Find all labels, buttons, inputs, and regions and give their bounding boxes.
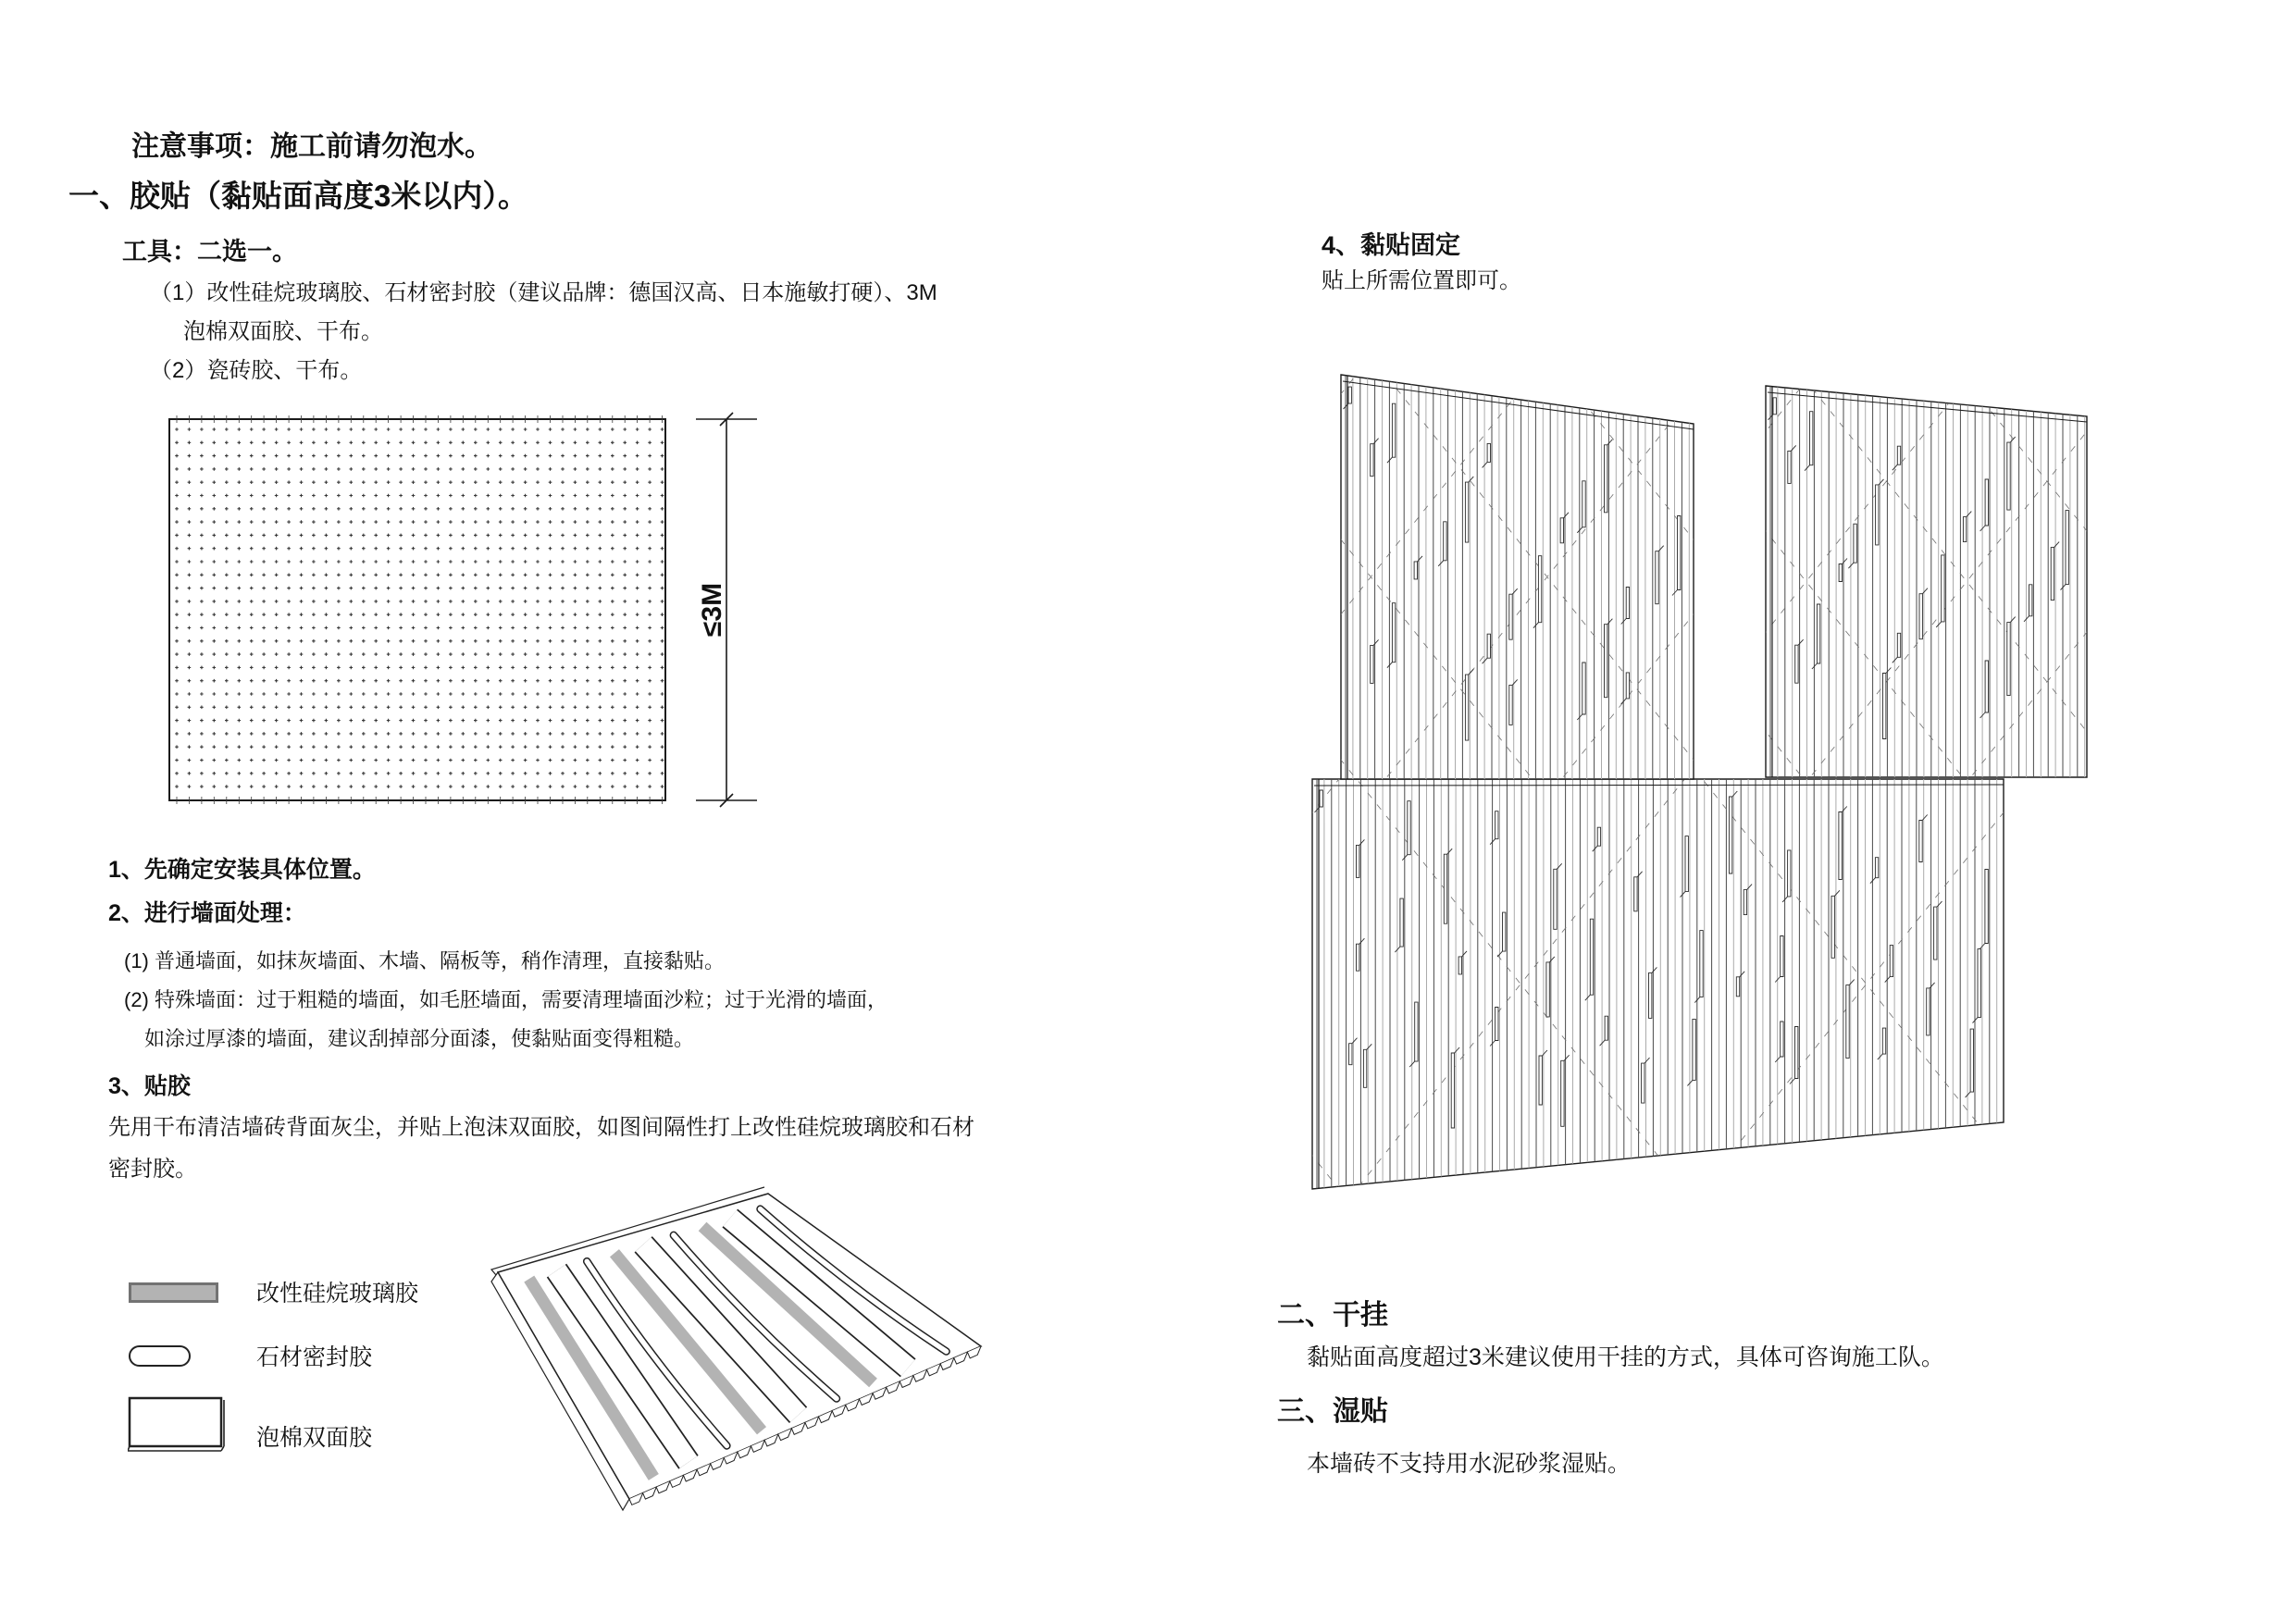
- section-2-title: 二、干挂: [1277, 1300, 1388, 1331]
- step-2: 2、进行墙面处理：: [108, 900, 306, 926]
- section-3-title: 三、湿贴: [1277, 1396, 1388, 1427]
- legend-label-foam: 泡棉双面胶: [256, 1425, 373, 1451]
- legend-label-sealant: 石材密封胶: [256, 1344, 373, 1370]
- step-3-title: 3、贴胶: [108, 1073, 191, 1099]
- step-1: 1、先确定安装具体位置。: [108, 857, 376, 883]
- step-4-title: 4、黏贴固定: [1322, 231, 1461, 259]
- tools-title: 工具：二选一。: [122, 238, 297, 266]
- caution-note: 注意事项：施工前请勿泡水。: [131, 131, 492, 162]
- dotted-panel-diagram: [169, 415, 665, 804]
- tool-item-1-line-1: （1）改性硅烷玻璃胶、石材密封胶（建议品牌：德国汉高、日本施敏打硬）、3M: [150, 280, 937, 305]
- section-2-body: 黏贴面高度超过3米建议使用干挂的方式，具体可咨询施工队。: [1307, 1344, 1944, 1370]
- step-2-sub-1: (1) 普通墙面，如抹灰墙面、木墙、隔板等，稍作清理，直接黏贴。: [124, 949, 726, 972]
- capsule-outline-swatch: [129, 1345, 191, 1367]
- tool-item-2: （2）瓷砖胶、干布。: [150, 358, 363, 383]
- tool-item-1-line-2: 泡棉双面胶、干布。: [183, 319, 383, 344]
- gray-bar-swatch: [129, 1282, 218, 1303]
- rect-3d-outline-swatch: [128, 1396, 230, 1455]
- section-1-title: 一、胶贴（黏贴面高度3米以内）。: [68, 179, 528, 213]
- step-2-sub-2-line-2: 如涂过厚漆的墙面，建议刮掉部分面漆，使黏贴面变得粗糙。: [144, 1027, 695, 1050]
- step-3-body-line-1: 先用干布清洁墙砖背面灰尘，并贴上泡沫双面胶，如图间隔性打上改性硅烷玻璃胶和石材: [108, 1115, 974, 1140]
- step-4-body: 贴上所需位置即可。: [1322, 268, 1521, 293]
- legend-label-glue: 改性硅烷玻璃胶: [256, 1281, 419, 1307]
- step-2-sub-2-line-1: (2) 特殊墙面：过于粗糙的墙面，如毛胚墙面，需要清理墙面沙粒；过于光滑的墙面，: [124, 988, 888, 1011]
- tile-back-illustration: [491, 1187, 981, 1510]
- step-3-body-line-2: 密封胶。: [108, 1157, 197, 1182]
- section-3-body: 本墙砖不支持用水泥砂浆湿贴。: [1307, 1451, 1632, 1477]
- height-dimension-label: ≤3M: [696, 582, 727, 638]
